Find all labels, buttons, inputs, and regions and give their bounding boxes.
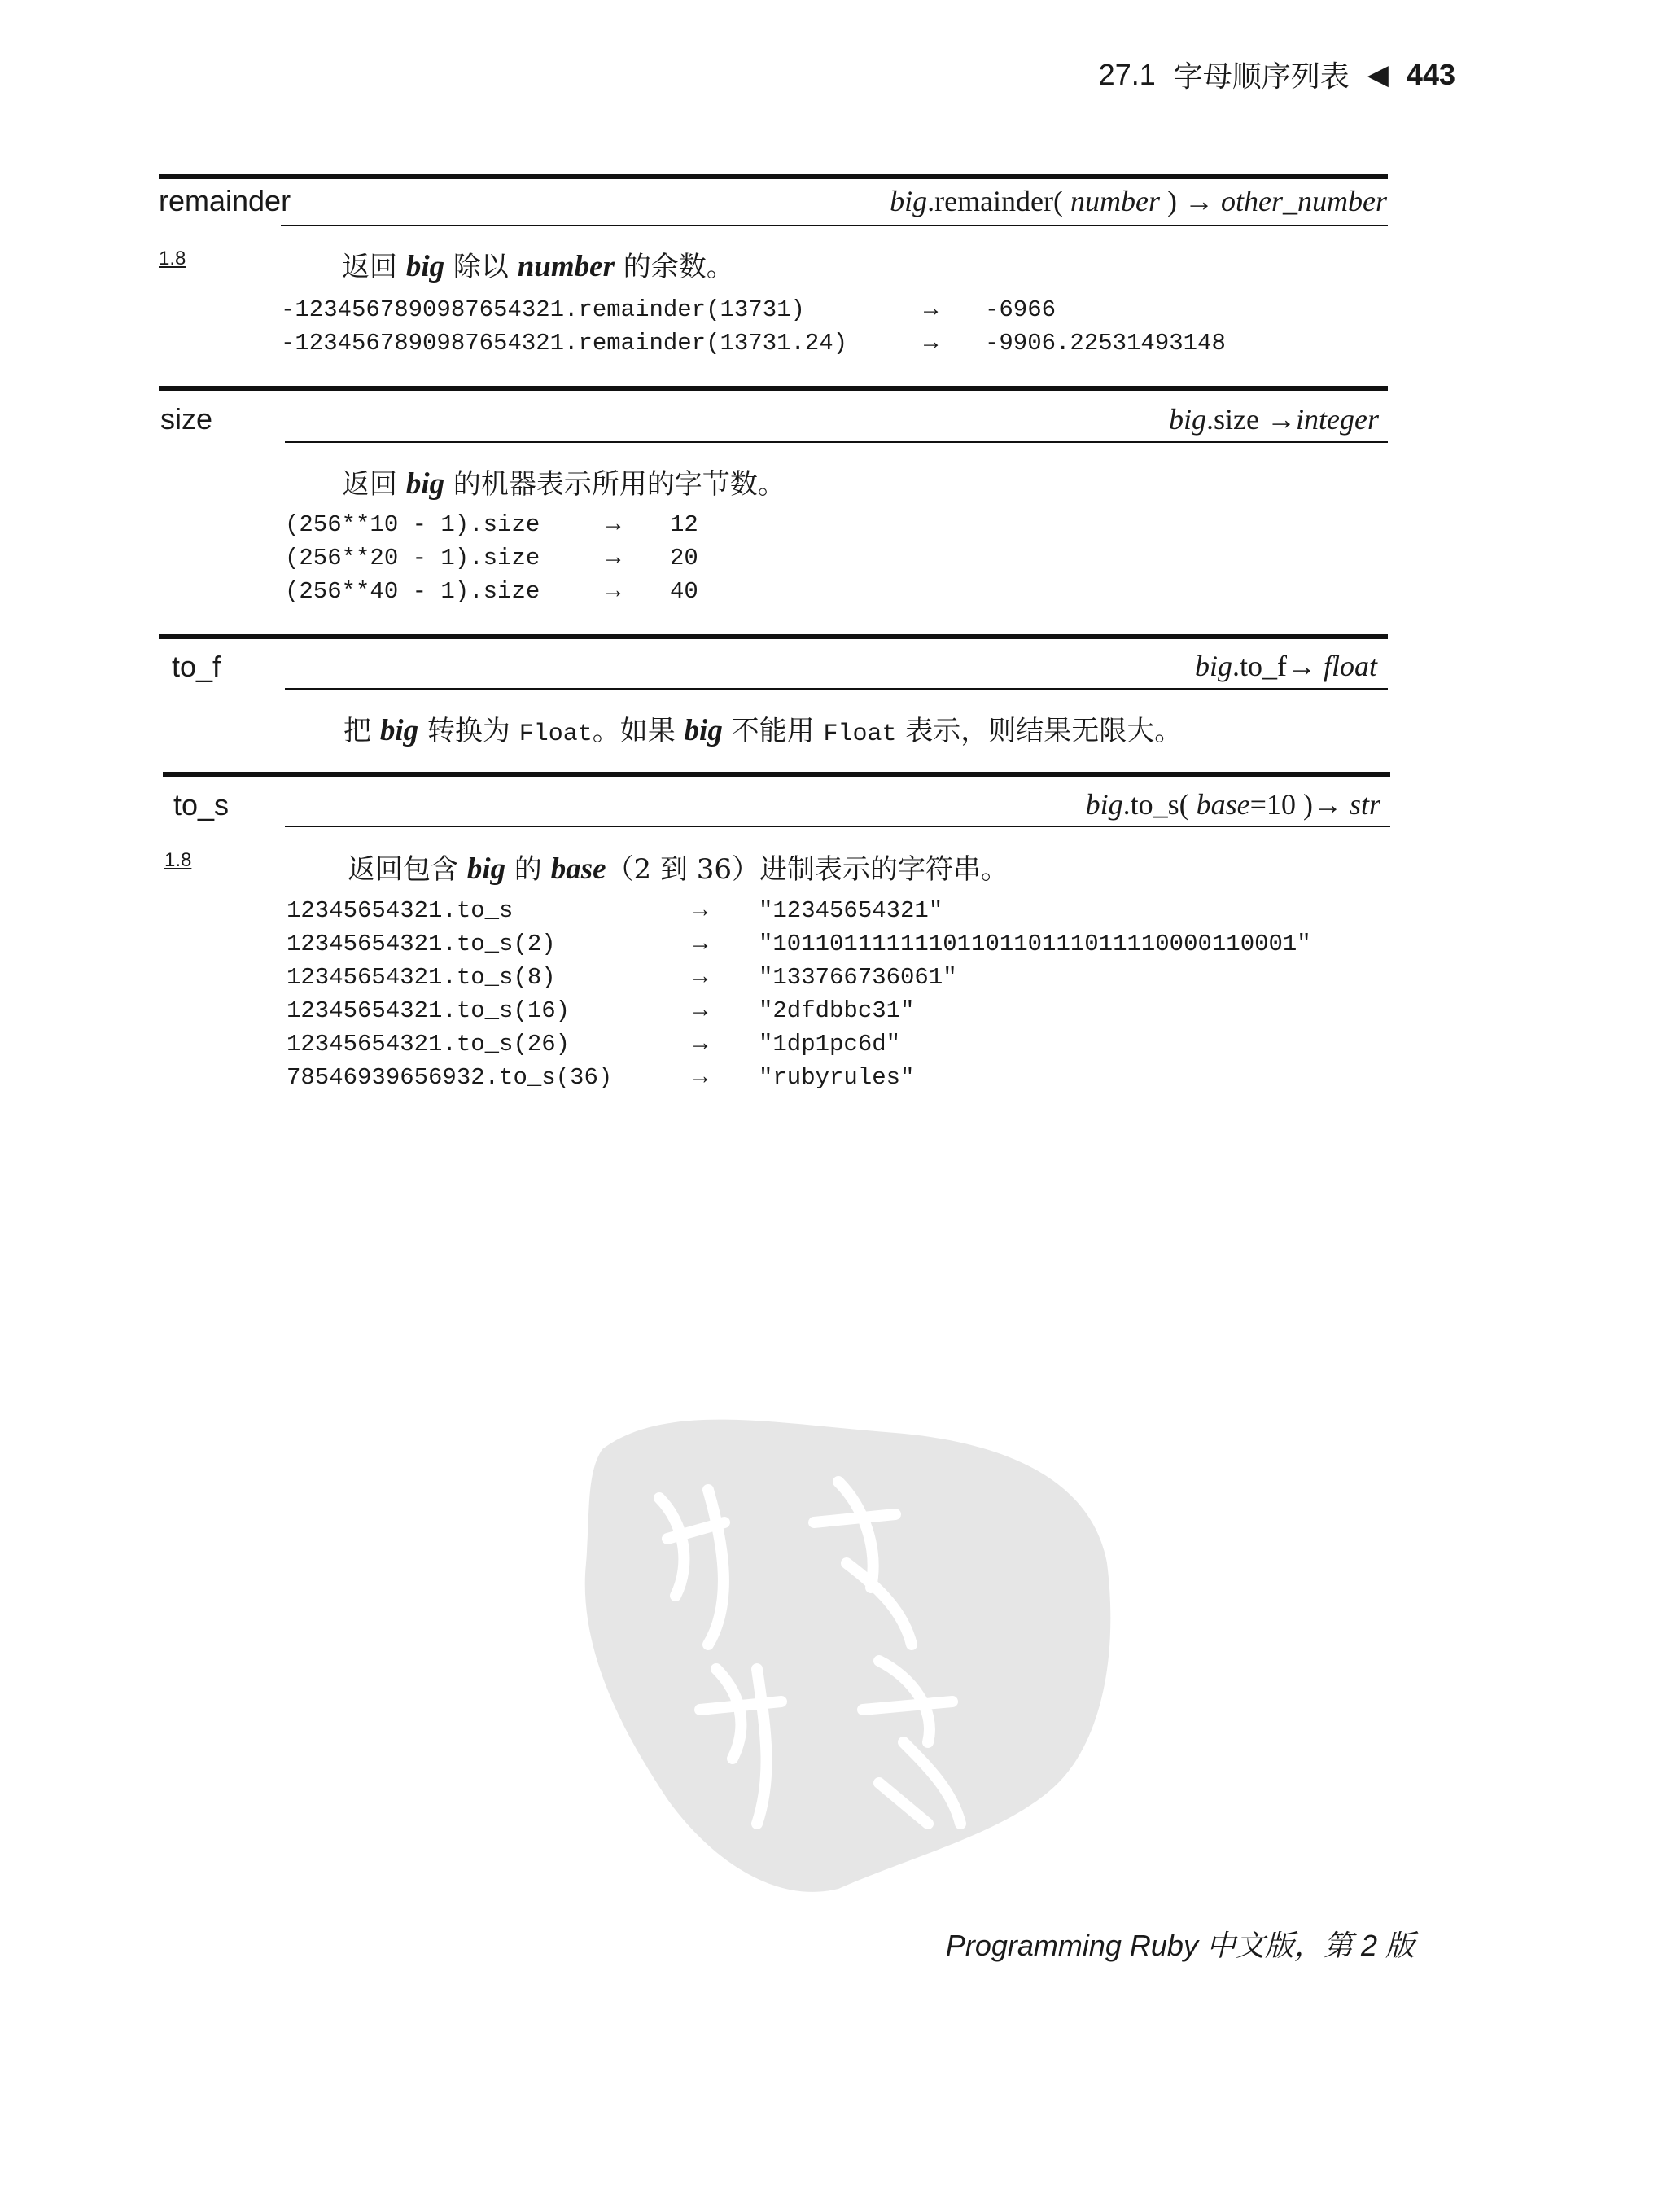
seal-watermark xyxy=(570,1400,1123,1905)
description-to-s: 返回包含 big 的 base（2 到 36）进制表示的字符串。 xyxy=(348,852,1009,886)
version-badge-to-s: 1.8 xyxy=(164,849,192,871)
description-remainder: 返回 big 除以 number 的余数。 xyxy=(342,250,734,283)
method-name-to-f: to_f xyxy=(172,650,221,683)
sig-obj: big xyxy=(890,185,928,217)
example-row: -1234567890987654321.remainder(13731.24) → -9906.22531493148 xyxy=(281,330,1226,357)
section-rule-to-f xyxy=(159,634,1388,639)
section-title: 字母顺序列表 xyxy=(1173,59,1350,93)
book-title-footer: Programming Ruby 中文版，第 2 版 xyxy=(945,1929,1415,1962)
example-row: 78546939656932.to_s(36) → "rubyrules" xyxy=(287,1064,915,1091)
example-row: (256**10 - 1).size → 12 xyxy=(285,511,698,538)
signature-to-f: big.to_f→ float xyxy=(1194,650,1377,682)
section-rule-size xyxy=(159,386,1388,391)
example-row: 12345654321.to_s(8) → "133766736061" xyxy=(287,964,957,991)
signature-remainder: big.remainder( number ) → other_number xyxy=(890,185,1387,217)
signature-underline-size xyxy=(285,441,1388,443)
description-to-f: 把 big 转换为 Float。如果 big 不能用 Float 表示，则结果无限大。 xyxy=(343,714,1183,748)
example-row: 12345654321.to_s → "12345654321" xyxy=(287,897,943,924)
method-name-remainder: remainder xyxy=(159,184,291,217)
example-row: 12345654321.to_s(16) → "2dfdbbc31" xyxy=(287,997,915,1024)
example-row: (256**40 - 1).size → 40 xyxy=(285,578,698,605)
section-number: 27.1 xyxy=(1098,57,1156,91)
section-rule-to-s xyxy=(163,772,1390,777)
method-name-size: size xyxy=(160,402,213,436)
example-row: -1234567890987654321.remainder(13731) → -6966 xyxy=(281,296,1057,323)
page-number: 443 xyxy=(1406,57,1455,91)
left-triangle-icon: ◀ xyxy=(1367,59,1389,90)
section-rule-remainder xyxy=(159,174,1388,179)
example-row: 12345654321.to_s(2) → "1011011111110110110111011110000110001" xyxy=(287,931,1311,957)
signature-to-s: big.to_s( base=10 )→ str xyxy=(1085,788,1380,821)
signature-underline-to-s xyxy=(285,826,1390,827)
running-header xyxy=(1099,54,1455,95)
example-row: 12345654321.to_s(26) → "1dp1pc6d" xyxy=(287,1031,901,1058)
description-size: 返回 big 的机器表示所用的字节数。 xyxy=(342,467,785,501)
signature-underline-remainder xyxy=(281,225,1388,226)
example-row: (256**20 - 1).size → 20 xyxy=(285,545,698,572)
signature-size: big.size →integer xyxy=(1169,403,1379,436)
signature-underline-to-f xyxy=(285,688,1388,690)
method-name-to-s: to_s xyxy=(173,788,230,821)
version-badge-remainder: 1.8 xyxy=(159,247,186,269)
